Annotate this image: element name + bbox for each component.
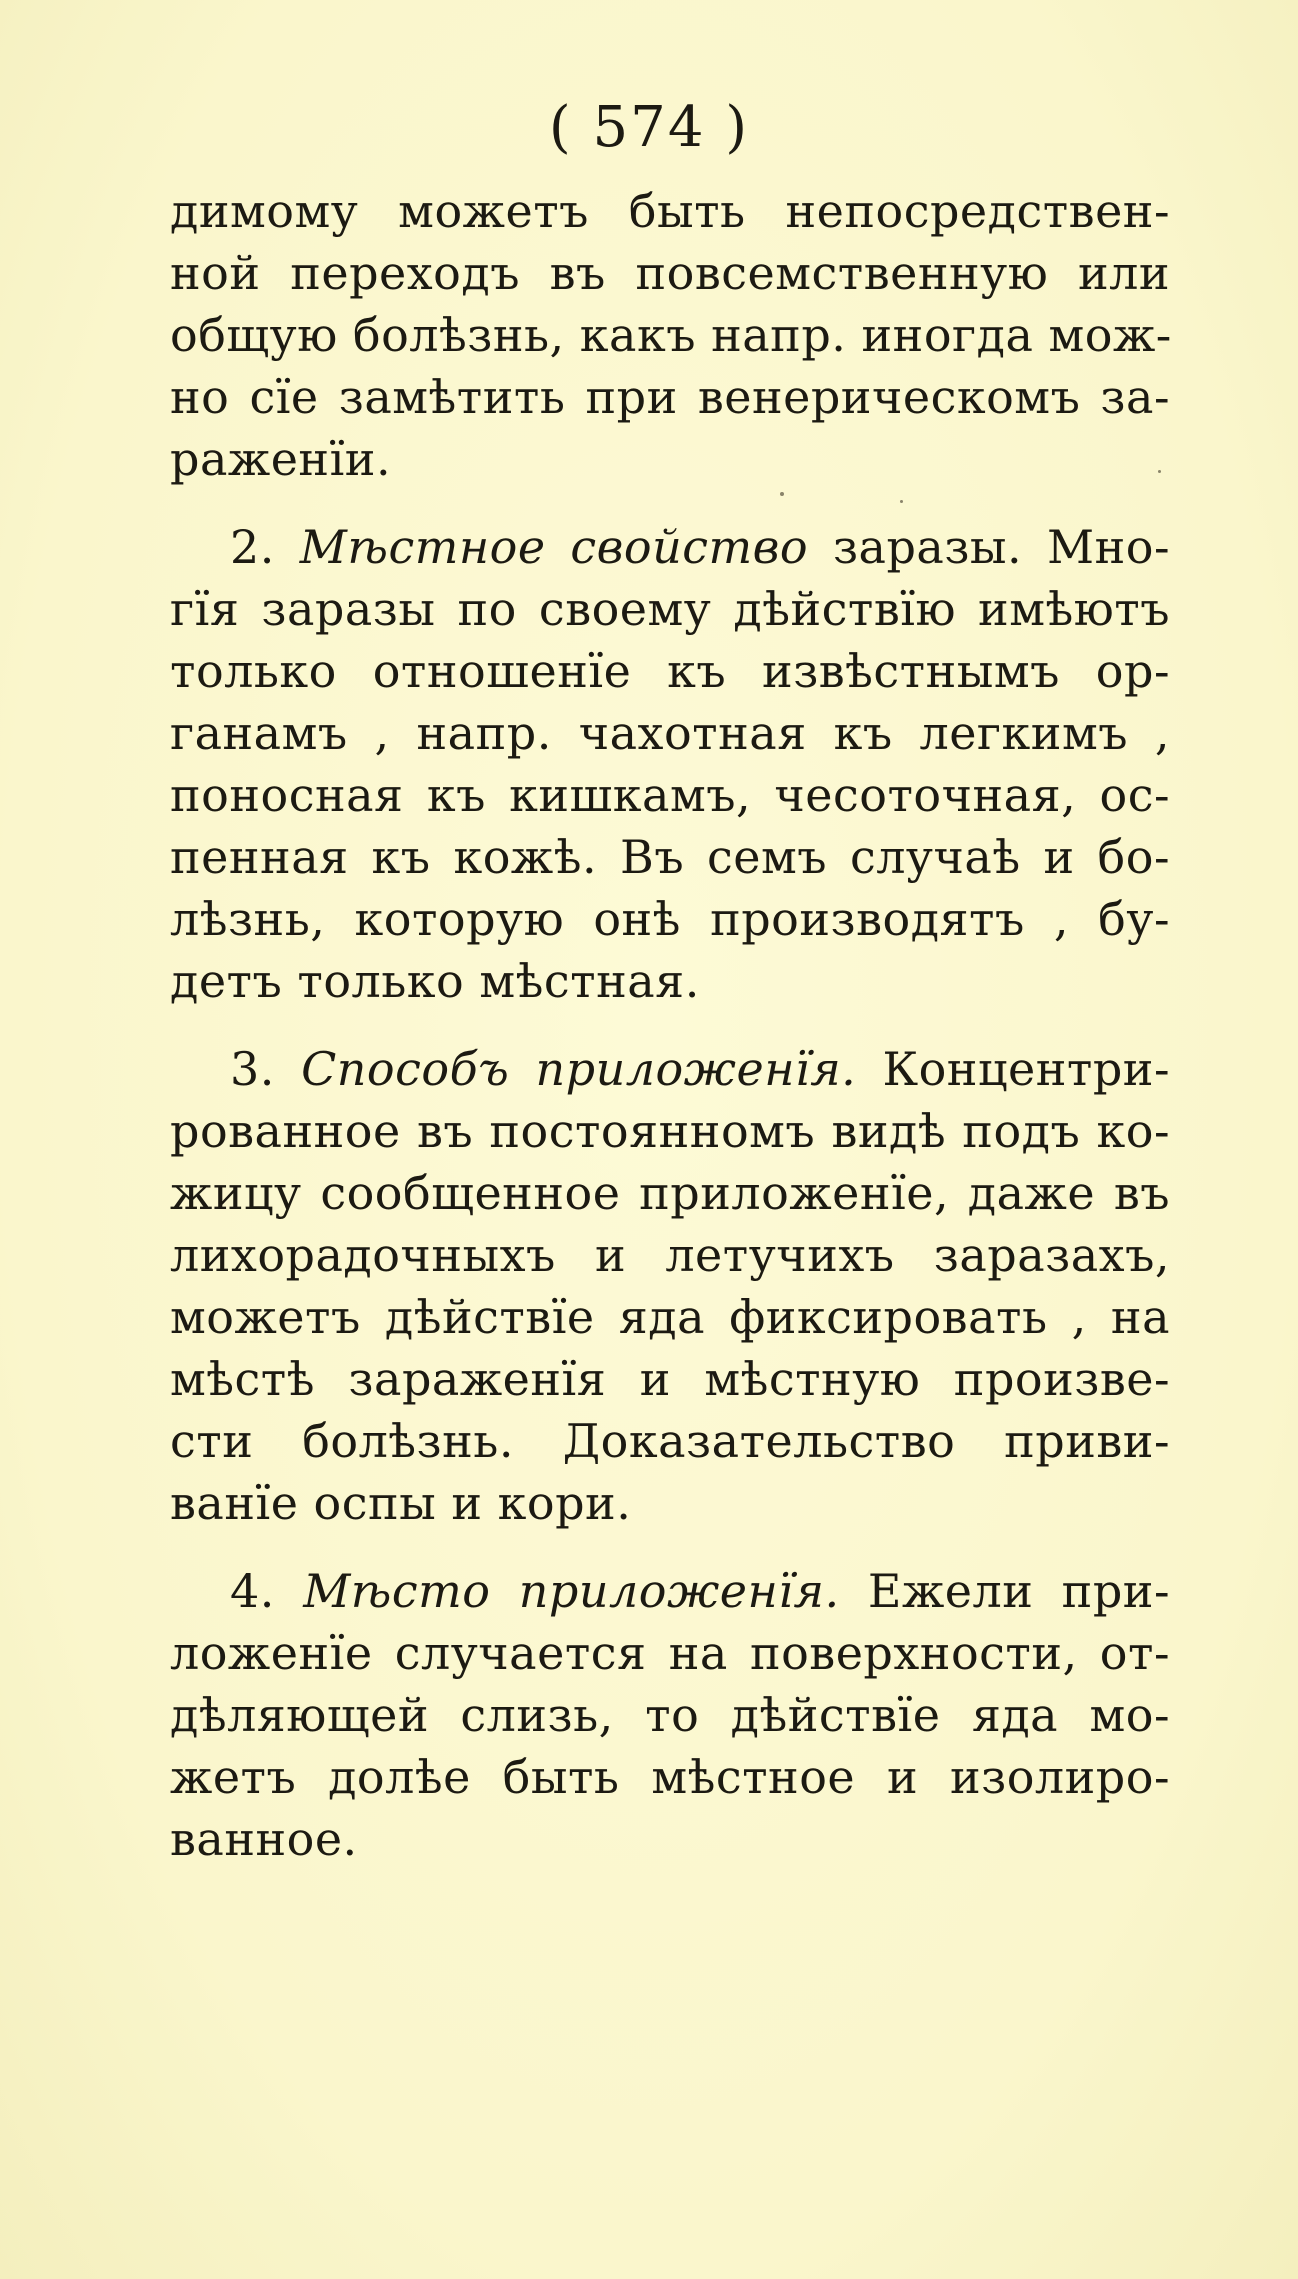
- text-line: рованное въ постоянномъ видѣ подъ ко-: [170, 1104, 1170, 1158]
- paper-speck: [1158, 470, 1161, 473]
- text-line: сти болѣзнь. Доказательство приви-: [170, 1414, 1170, 1468]
- text-line: общую болѣзнь, какъ напр. иногда мож-: [170, 308, 1172, 362]
- paragraph-heading: Мѣсто приложенїя.: [303, 1564, 840, 1618]
- paragraph-4: [170, 1560, 1170, 1870]
- text-line: только отношенїе къ извѣстнымъ ор-: [170, 644, 1170, 698]
- text-line-first: [170, 516, 1170, 578]
- paragraph-heading: Способъ приложенїя.: [301, 1042, 857, 1096]
- text-line: поносная къ кишкамъ, чесоточная, ос-: [170, 768, 1170, 822]
- text-line-first: [170, 1038, 1170, 1100]
- paper-speck: [900, 500, 903, 503]
- text-line: детъ только мѣстная.: [170, 954, 700, 1008]
- text-line: мѣстѣ зараженїя и мѣстную произве-: [170, 1352, 1170, 1406]
- text-line: раженїи.: [170, 432, 392, 486]
- paragraph-number: 2.: [230, 520, 275, 574]
- text-line: ложенїе случается на поверхности, от-: [170, 1626, 1170, 1680]
- text-line: дѣляющей слизь, то дѣйствїе яда мо-: [170, 1688, 1170, 1742]
- text-line: ганамъ , напр. чахотная къ легкимъ ,: [170, 706, 1170, 760]
- text-line: гїя заразы по своему дѣйствїю имѣютъ: [170, 582, 1170, 636]
- text-line: можетъ дѣйствїе яда фиксировать , на: [170, 1290, 1170, 1344]
- paragraph-2: [170, 516, 1170, 1012]
- text-line: но сїе замѣтить при венерическомъ за-: [170, 370, 1170, 424]
- text-line: жетъ долѣе быть мѣстное и изолиро-: [170, 1750, 1170, 1804]
- paragraph-first-line-rest: Ежели при-: [867, 1564, 1170, 1618]
- paper-speck: [780, 492, 784, 496]
- page-text: [170, 180, 1170, 1882]
- text-line: жицу сообщенное приложенїе, даже въ: [170, 1166, 1170, 1220]
- page-number: ( 574 ): [548, 95, 750, 160]
- paragraph-3: [170, 1038, 1170, 1534]
- paragraph-number: 4.: [230, 1564, 275, 1618]
- paragraph-continuation: [170, 180, 1170, 490]
- text-line: лихорадочныхъ и летучихъ заразахъ,: [170, 1228, 1170, 1282]
- paragraph-heading: Мѣстное свойство: [299, 520, 809, 574]
- text-line: димому можетъ быть непосредствен-: [170, 184, 1170, 238]
- text-line: пенная къ кожѣ. Въ семъ случаѣ и бо-: [170, 830, 1170, 884]
- text-line: ной переходъ въ повсемственную или: [170, 246, 1170, 300]
- paragraph-first-line-rest: заразы. Мно-: [832, 520, 1171, 574]
- text-line: лѣзнь, которую онѣ производятъ , бу-: [170, 892, 1170, 946]
- text-line: ванїе оспы и кори.: [170, 1476, 632, 1530]
- paragraph-first-line-rest: Концентри-: [882, 1042, 1171, 1096]
- paragraph-number: 3.: [230, 1042, 275, 1096]
- text-line-first: [170, 1560, 1170, 1622]
- text-line: ванное.: [170, 1812, 358, 1866]
